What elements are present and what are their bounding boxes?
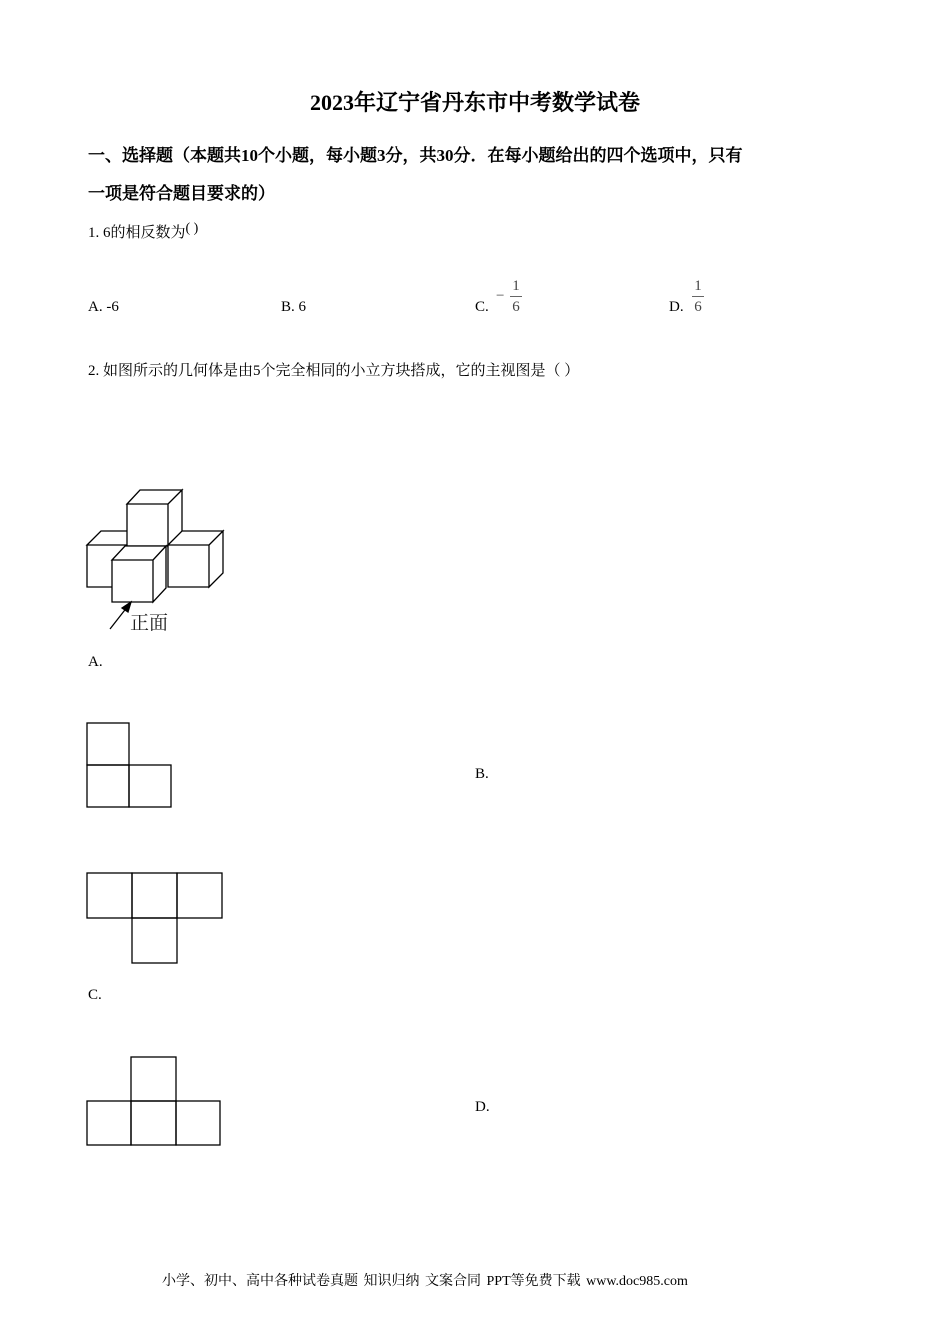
option-b-figure [87,873,222,963]
numerator: 1 [510,276,522,297]
section-heading-line2: 一项是符合题目要求的） [88,184,275,203]
option-a-figure [87,723,171,807]
q1-option-c-sign: − [496,288,505,304]
page-title: 2023年辽宁省丹东市中考数学试卷 [309,90,640,115]
q1-stem-text: 1. 6的相反数为 [88,225,186,241]
denominator: 6 [512,299,520,315]
front-label: 正面 [130,612,169,634]
section-heading-line1: 一、选择题（本题共10个小题，每小题3分，共30分．在每小题给出的四个选项中，只有 [88,146,743,165]
q1-option-a: A. -6 [88,299,119,315]
q2-option-b: B. [475,766,489,782]
q1-option-c-label: C. [475,299,489,315]
q2-option-d: D. [475,1099,490,1115]
q1-option-b: B. 6 [281,299,307,315]
q2-option-a: A. [88,654,103,670]
numerator: 1 [692,276,704,297]
q2-option-c: C. [88,987,102,1003]
option-c-figure [87,1057,220,1145]
denominator: 6 [694,299,702,315]
footer-text: 小学、初中、高中各种试卷真题 知识归纳 文案合同 PPT等免费下载 www.doc985.com [162,1274,688,1289]
q1-option-d-label: D. [669,299,684,315]
q1-answer-blank: ( ) [185,221,199,236]
q2-stem: 2. 如图所示的几何体是由5个完全相同的小立方块搭成，它的主视图是（ ） [88,363,580,379]
cube-solid-figure [87,490,223,634]
